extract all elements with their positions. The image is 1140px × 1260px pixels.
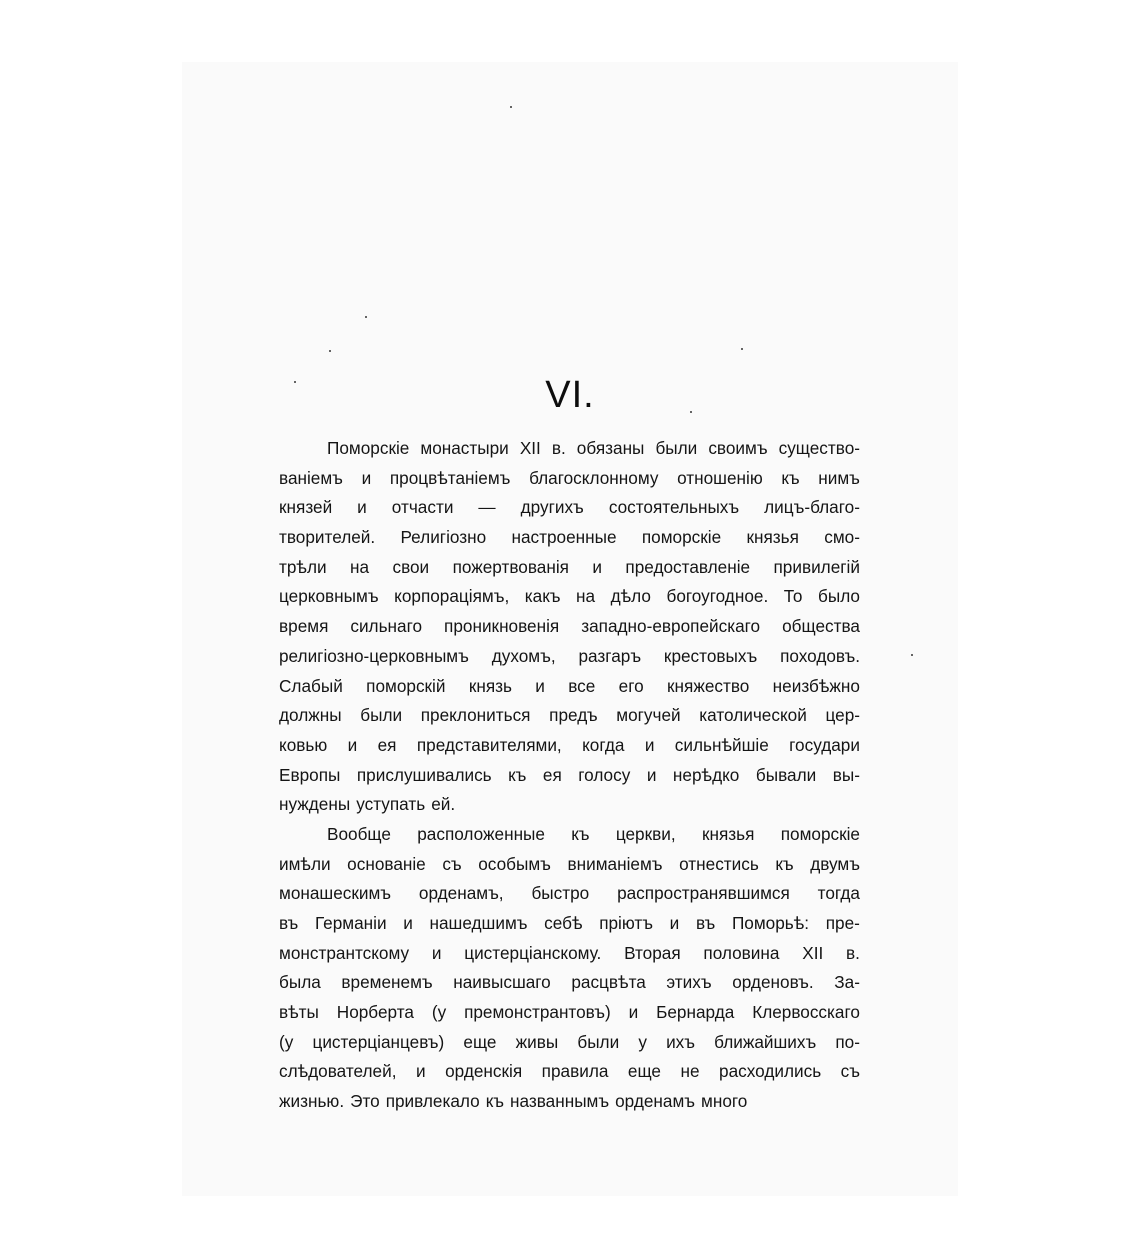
text-line: (у цистерціанцевъ) еще живы были у ихъ ближайшихъ по-: [279, 1031, 860, 1052]
text-line: монашескимъ орденамъ, быстро распространявшимся тогда: [279, 883, 860, 904]
text-line: церковнымъ корпораціямъ, какъ на дѣло богоугодное. То было: [279, 586, 860, 607]
scan-speck: [510, 106, 512, 108]
text-line: Поморскіе монастыри XII в. обязаны были своимъ существо-: [327, 438, 860, 458]
text-line: князей и отчасти — другихъ состоятельныхъ лицъ-благо-: [279, 497, 860, 518]
text-line: творителей. Религіозно настроенные поморскіе князья смо-: [279, 527, 860, 548]
text-line: имѣли основаніе съ особымъ вниманіемъ отнестись къ двумъ: [279, 853, 860, 874]
text-line: Вообще расположенные къ церкви, князья поморскіе: [327, 823, 860, 844]
text-line: вѣты Норберта (у премонстрантовъ) и Бернарда Клервосскаго: [279, 1002, 860, 1023]
scan-speck: [911, 654, 913, 656]
text-line: ваніемъ и процвѣтаніемъ благосклонному отношенію къ нимъ: [279, 467, 860, 488]
text-line: трѣли на свои пожертвованія и предоставленіе привилегій: [279, 556, 860, 577]
text-line: Европы прислушивались къ ея голосу и нерѣдко бывали вы-: [279, 764, 860, 785]
text-line: ковью и ея представителями, когда и сильнѣйшіе государи: [279, 734, 860, 755]
scan-speck: [365, 316, 367, 318]
text-line: религіозно-церковнымъ духомъ, разгаръ крестовыхъ походовъ.: [279, 645, 860, 666]
scan-speck: [741, 348, 743, 350]
body-text: [279, 434, 860, 1117]
text-line: жизнью. Это привлекало къ названнымъ орденамъ много: [279, 1091, 748, 1112]
chapter-heading: VI.: [545, 374, 595, 416]
text-line: нуждены уступать ей.: [279, 794, 456, 815]
text-line: слѣдователей, и орденскія правила еще не расходились съ: [279, 1061, 860, 1082]
scan-speck: [329, 350, 331, 352]
text-line: время сильнаго проникновенія западно-европейскаго общества: [279, 616, 860, 637]
text-line: въ Германіи и нашедшимъ себѣ пріютъ и въ Поморьѣ: пре-: [279, 913, 860, 933]
text-line: была временемъ наивысшаго расцвѣта этихъ орденовъ. За-: [279, 972, 860, 993]
text-line: должны были преклониться предъ могучей католической цер-: [279, 705, 860, 726]
text-line: Слабый поморскій князь и все его княжество неизбѣжно: [279, 675, 860, 696]
text-line: монстрантскому и цистерціанскому. Вторая половина XII в.: [279, 942, 860, 963]
